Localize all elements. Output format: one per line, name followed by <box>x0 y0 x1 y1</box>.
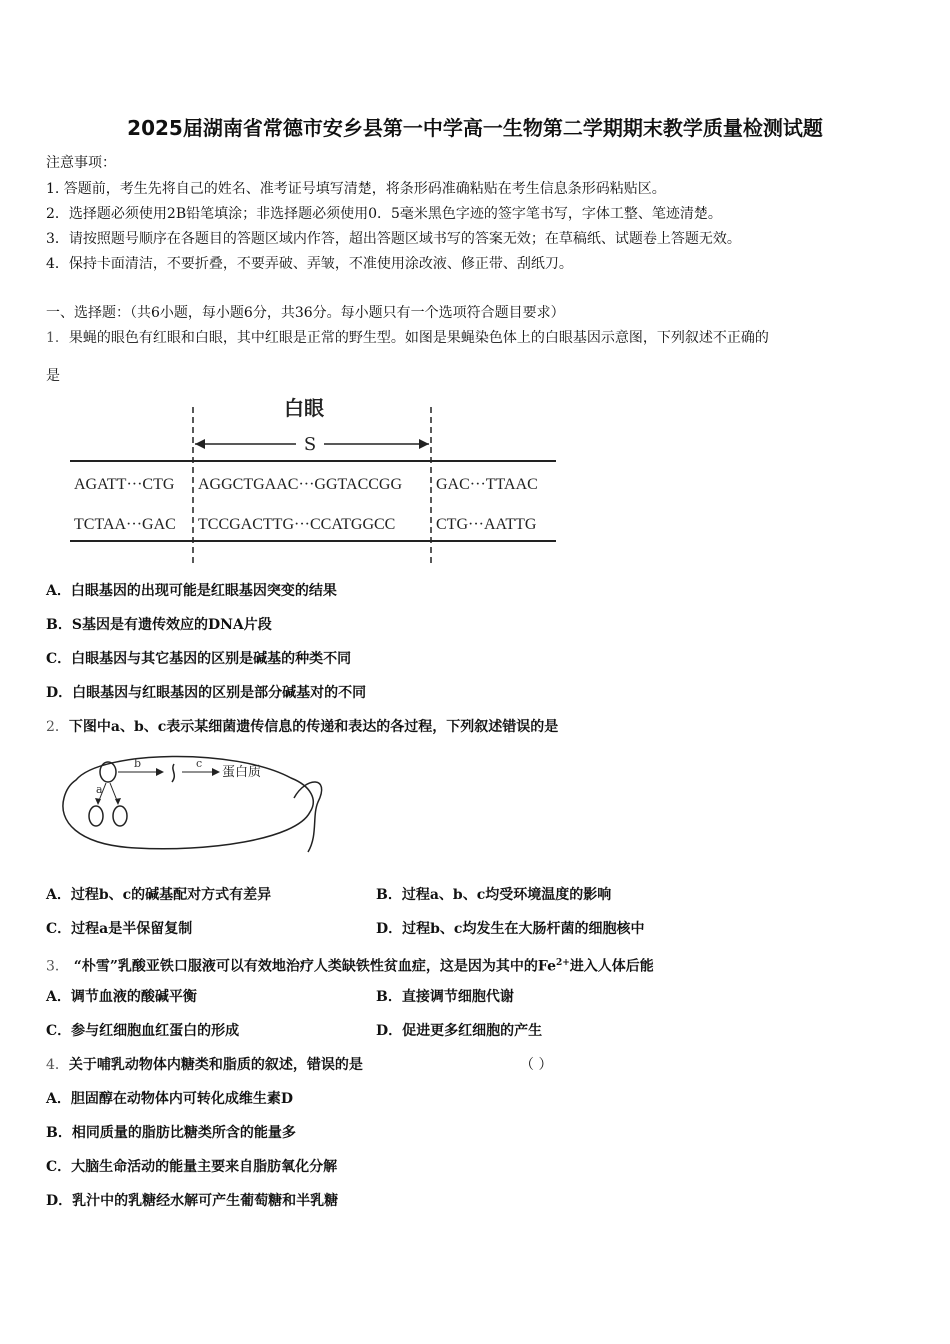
arrowhead-left <box>195 439 205 449</box>
option-d: D．过程b、c均发生在大肠杆菌的细胞核中 <box>376 921 645 937</box>
arrowhead <box>115 798 121 805</box>
daughter-dna-circle <box>89 806 103 826</box>
seq-top-left: AGATT···CTG <box>74 476 175 493</box>
arrowhead <box>156 768 164 776</box>
figure-label: 白眼 <box>284 396 324 420</box>
label-a: a <box>96 783 103 796</box>
seq-bottom-left: TCTAA···GAC <box>74 516 176 533</box>
flagellum <box>294 782 322 852</box>
option-c: C．白眼基因与其它基因的区别是碱基的种类不同 <box>46 651 352 667</box>
notice-item: 1. 答题前，考生先将自己的姓名、准考证号填写清楚，将条形码准确粘贴在考生信息条形码粘贴区。 <box>46 181 666 197</box>
stem-text: “朴雪”乳酸亚铁口服液可以有效地治疗人类缺铁性贫血症，这是因为其中的Fe <box>68 958 556 975</box>
seq-bottom-right: CTG···AATTG <box>436 516 537 533</box>
stem-text: 下图中a、b、c表示某细菌遗传信息的传递和表达的各过程，下列叙述错误的是 <box>68 719 559 735</box>
white-eye-gene-diagram <box>66 395 560 570</box>
option-c: C．参与红细胞血红蛋白的形成 <box>46 1023 240 1039</box>
option-a: A．胆固醇在动物体内可转化成维生素D <box>46 1091 294 1107</box>
option-d: D．白眼基因与红眼基因的区别是部分碱基对的不同 <box>46 685 367 701</box>
s-label: S <box>303 434 317 455</box>
option-b: B．S基因是有遗传效应的DNA片段 <box>46 617 272 633</box>
option-c: C．过程a是半保留复制 <box>46 921 193 937</box>
section-heading: 一、选择题：（共6小题，每小题6分，共36分。每小题只有一个选项符合题目要求） <box>46 305 565 321</box>
option-a: A．过程b、c的碱基配对方式有差异 <box>46 887 272 903</box>
option-a: A．调节血液的酸碱平衡 <box>46 989 197 1005</box>
stem-text: 果蝇的眼色有红眼和白眼，其中红眼是正常的野生型。如图是果蝇染色体上的白眼基因示意图，下列叙述不正确的 <box>68 330 769 346</box>
question-number: 1． <box>46 330 69 346</box>
seq-bottom-mid: TCCGACTTG···CCATGGCC <box>198 516 396 533</box>
notice-heading: 注意事项： <box>46 155 116 171</box>
option-b: B．相同质量的脂肪比糖类所含的能量多 <box>46 1125 296 1141</box>
question-2-stem <box>46 718 558 736</box>
option-d: D．乳汁中的乳糖经水解可产生葡萄糖和半乳糖 <box>46 1193 339 1209</box>
label-c: c <box>196 757 203 770</box>
seq-top-mid: AGGCTGAAC···GGTACCGG <box>198 476 403 493</box>
arrowhead-right <box>419 439 429 449</box>
question-number: 2． <box>46 719 69 735</box>
arrowhead <box>95 798 101 805</box>
question-4-stem <box>46 1056 363 1074</box>
seq-top-right: GAC···TTAAC <box>436 476 538 493</box>
label-b: b <box>134 757 142 770</box>
question-3-stem <box>46 954 654 976</box>
stem-tail: 进入人体后能 <box>569 958 654 975</box>
answer-paren: （ ） <box>520 1057 553 1073</box>
option-b: B．直接调节细胞代谢 <box>376 989 514 1005</box>
bacteria-gene-expression-diagram <box>56 750 326 860</box>
notice-item: 2．选择题必须使用2B铅笔填涂；非选择题必须使用0．5毫米黑色字迹的签字笔书写，字体工整、笔迹清楚。 <box>46 206 722 222</box>
question-1-stem-cont: 是 <box>46 368 60 384</box>
option-d: D．促进更多红细胞的产生 <box>376 1023 543 1039</box>
notice-item: 3．请按照题号顺序在各题目的答题区域内作答，超出答题区域书写的答案无效；在草稿纸、试题卷上答题无效。 <box>46 231 741 247</box>
question-number: 4． <box>46 1057 69 1073</box>
mrna-squiggle <box>172 764 174 782</box>
dna-circle <box>100 762 116 782</box>
option-c: C．大脑生命活动的能量主要来自脂肪氧化分解 <box>46 1159 338 1175</box>
stem-text: 关于哺乳动物体内糖类和脂质的叙述，错误的是 <box>68 1057 363 1073</box>
option-b: B．过程a、b、c均受环境温度的影响 <box>376 887 612 903</box>
label-protein: 蛋白质 <box>222 765 262 780</box>
arrowhead <box>212 768 220 776</box>
page-title: 2025届湖南省常德市安乡县第一中学高一生物第二学期期末教学质量检测试题 <box>127 116 823 140</box>
daughter-dna-circle <box>113 806 127 826</box>
notice-item: 4．保持卡面清洁，不要折叠，不要弄破、弄皱，不准使用涂改液、修正带、刮纸刀。 <box>46 256 573 272</box>
superscript: 2+ <box>555 958 570 968</box>
question-number: 3． <box>46 958 69 975</box>
question-1-stem <box>46 329 769 347</box>
option-a: A．白眼基因的出现可能是红眼基因突变的结果 <box>46 583 337 599</box>
